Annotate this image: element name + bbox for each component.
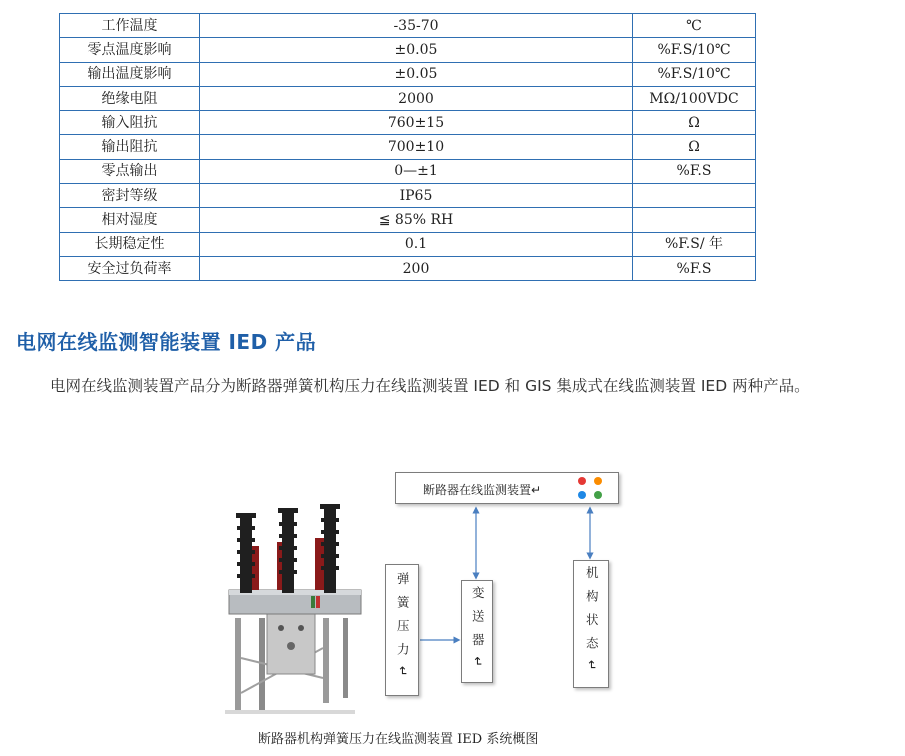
table-cell-param: 输入阻抗 — [60, 111, 200, 135]
spring-pressure-label: 弹簧压力↵ — [395, 572, 411, 688]
table-cell-param: 零点输出 — [60, 159, 200, 183]
table-row — [60, 14, 756, 38]
table-cell-param: 相对湿度 — [60, 208, 200, 232]
table-row — [60, 208, 756, 232]
spec-table — [59, 13, 756, 281]
table-row — [60, 256, 756, 280]
table-cell-value: 0—±1 — [200, 159, 633, 183]
table-cell-unit: %F.S/ 年 — [633, 232, 756, 256]
table-row — [60, 184, 756, 208]
status-dot-green — [594, 491, 602, 499]
table-row — [60, 86, 756, 110]
table-cell-value: ±0.05 — [200, 62, 633, 86]
table-row — [60, 62, 756, 86]
system-diagram-figure — [215, 458, 645, 723]
table-cell-unit — [633, 184, 756, 208]
table-cell-param: 输出温度影响 — [60, 62, 200, 86]
table-cell-unit: %F.S — [633, 256, 756, 280]
table-cell-unit: ℃ — [633, 14, 756, 38]
table-row — [60, 111, 756, 135]
spring-pressure-box — [385, 564, 419, 696]
transmitter-box — [461, 580, 493, 683]
table-cell-param: 长期稳定性 — [60, 232, 200, 256]
table-cell-unit: MΩ/100VDC — [633, 86, 756, 110]
table-row — [60, 135, 756, 159]
table-cell-param: 输出阻抗 — [60, 135, 200, 159]
table-row — [60, 159, 756, 183]
monitor-device-box — [395, 472, 619, 504]
table-cell-value: 760±15 — [200, 111, 633, 135]
mechanism-state-label: 机构状态↵ — [584, 566, 600, 682]
mechanism-state-box — [573, 560, 609, 688]
table-row — [60, 232, 756, 256]
table-cell-unit: %F.S/10℃ — [633, 62, 756, 86]
status-dot-blue — [578, 491, 586, 499]
table-cell-value: 0.1 — [200, 232, 633, 256]
table-cell-unit: %F.S — [633, 159, 756, 183]
status-dot-orange — [594, 477, 602, 485]
status-dot-red — [578, 477, 586, 485]
section-heading: 电网在线监测智能装置 IED 产品 — [16, 330, 317, 354]
table-cell-value: ≦ 85% RH — [200, 208, 633, 232]
table-cell-unit: Ω — [633, 135, 756, 159]
table-cell-unit: Ω — [633, 111, 756, 135]
table-cell-value: 200 — [200, 256, 633, 280]
intro-paragraph: 电网在线监测装置产品分为断路器弹簧机构压力在线监测装置 IED 和 GIS 集成式在线监测装置 IED 两种产品。 — [50, 377, 810, 395]
table-cell-param: 安全过负荷率 — [60, 256, 200, 280]
table-cell-param: 零点温度影响 — [60, 38, 200, 62]
spec-table-body — [60, 14, 756, 281]
figure-caption: 断路器机构弹簧压力在线监测装置 IED 系统概图 — [258, 732, 539, 747]
table-cell-value: 2000 — [200, 86, 633, 110]
table-cell-param: 绝缘电阻 — [60, 86, 200, 110]
table-cell-param: 密封等级 — [60, 184, 200, 208]
monitor-device-label: 断路器在线监测装置↵ — [423, 483, 542, 497]
table-row — [60, 38, 756, 62]
table-cell-value: 700±10 — [200, 135, 633, 159]
table-cell-value: -35-70 — [200, 14, 633, 38]
table-cell-unit — [633, 208, 756, 232]
table-cell-unit: %F.S/10℃ — [633, 38, 756, 62]
table-cell-value: IP65 — [200, 184, 633, 208]
transmitter-label: 变送器↵ — [470, 585, 486, 678]
table-cell-param: 工作温度 — [60, 14, 200, 38]
table-cell-value: ±0.05 — [200, 38, 633, 62]
